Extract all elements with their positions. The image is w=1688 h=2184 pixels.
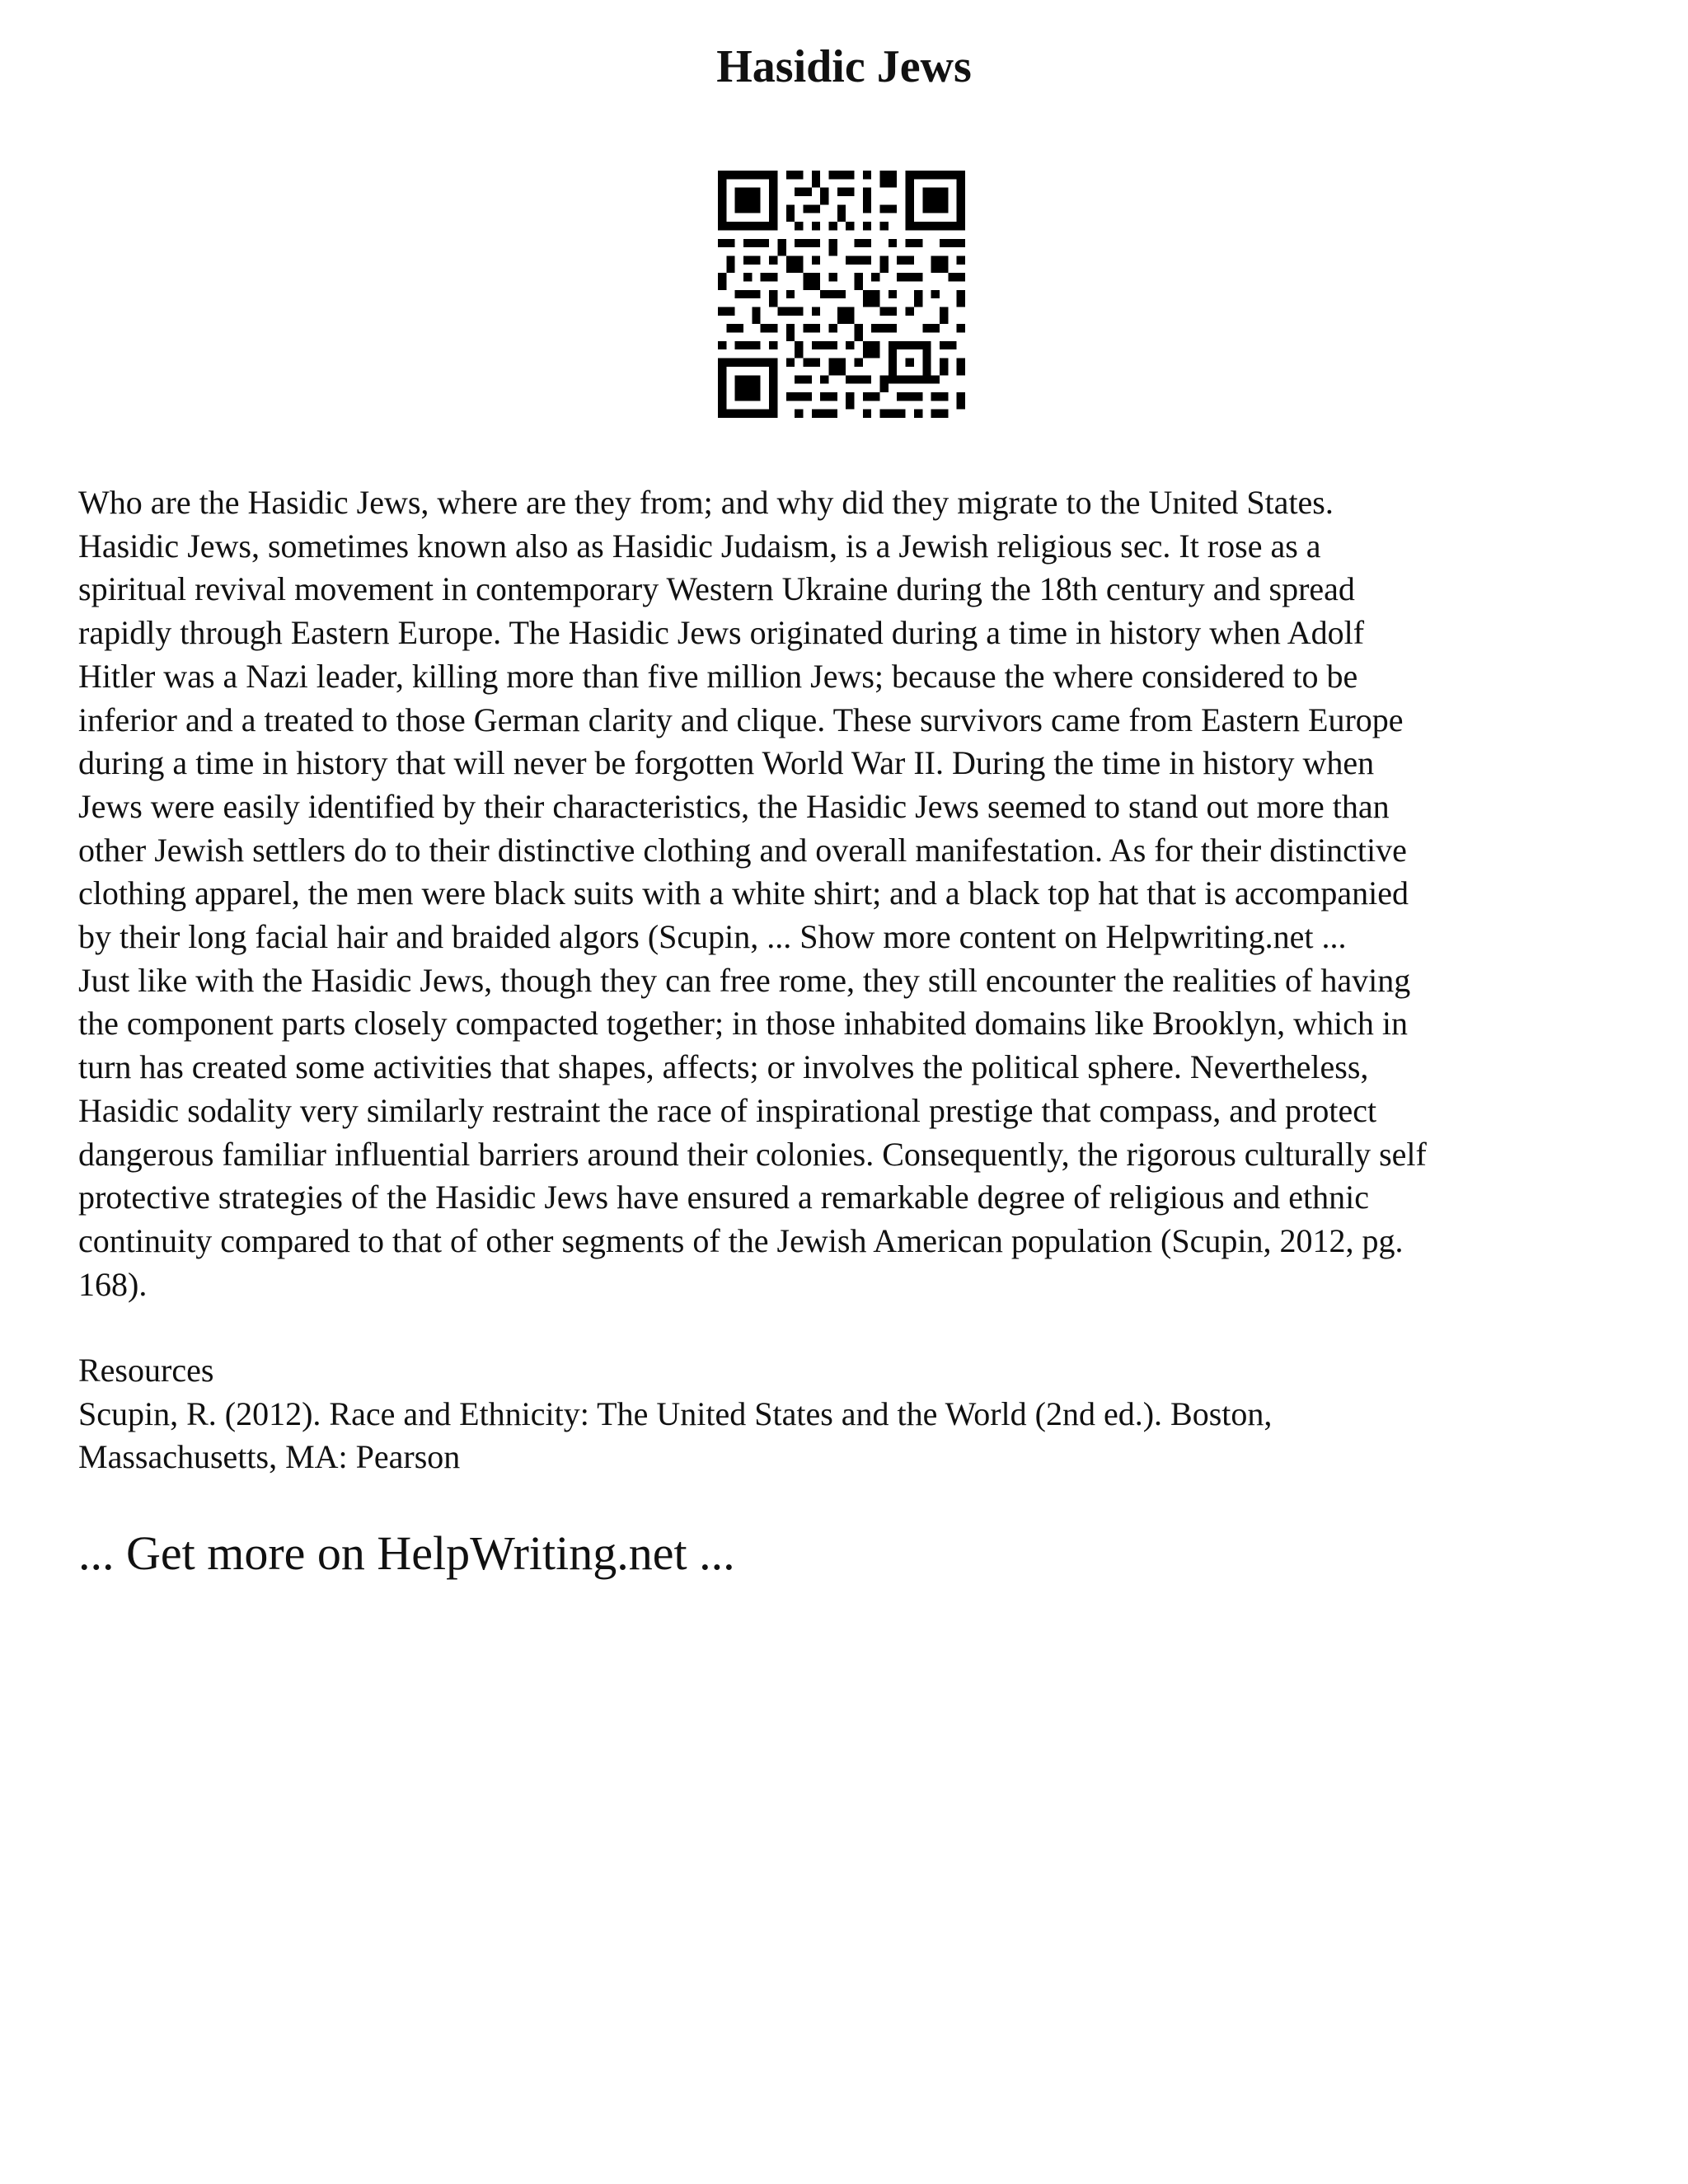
body-line: other Jewish settlers do to their distinctive clothing and overall manifestation. As for their distinctive <box>78 831 1407 869</box>
citation-line: Scupin, R. (2012). Race and Ethnicity: The United States and the World (2nd ed.). Boston, <box>78 1394 1273 1432</box>
body-line: protective strategies of the Hasidic Jews have ensured a remarkable degree of religious and ethnic <box>78 1179 1370 1216</box>
body-line: rapidly through Eastern Europe. The Hasidic Jews originated during a time in history when Adolf <box>78 614 1365 652</box>
resources-heading: Resources <box>78 1352 214 1389</box>
body-line: continuity compared to that of other segments of the Jewish American population (Scupin, 2012, pg. <box>78 1221 1404 1259</box>
page-title: Hasidic Jews <box>716 41 972 92</box>
get-more-link[interactable]: ... Get more on HelpWriting.net ... <box>78 1526 735 1580</box>
body-line: Jews were easily identified by their characteristics, the Hasidic Jews seemed to stand out more than <box>78 787 1390 825</box>
body-line: Hitler was a Nazi leader, killing more than five million Jews; because the where considered to be <box>78 657 1358 695</box>
body-line: by their long facial hair and braided algors (Scupin, ... Show more content on Helpwriting.net ... <box>78 918 1347 956</box>
body-line: dangerous familiar influential barriers around their colonies. Consequently, the rigorous culturally self <box>78 1135 1427 1173</box>
body-line: Hasidic Jews, sometimes known also as Hasidic Judaism, is a Jewish religious sec. It rose as a <box>78 527 1321 565</box>
body-line: Just like with the Hasidic Jews, though they can free rome, they still encounter the realities of having <box>78 961 1411 999</box>
body-line: spiritual revival movement in contemporary Western Ukraine during the 18th century and spread <box>78 570 1355 608</box>
body-line: during a time in history that will never be forgotten World War II. During the time in history when <box>78 744 1375 782</box>
body-line: clothing apparel, the men were black suits with a white shirt; and a black top hat that is accompanied <box>78 874 1409 912</box>
body-line: turn has created some activities that shapes, affects; or involves the political sphere. Nevertheless, <box>78 1048 1369 1086</box>
body-line: inferior and a treated to those German clarity and clique. These survivors came from Eastern Europe <box>78 701 1404 738</box>
body-line: Hasidic sodality very similarly restraint the race of inspirational prestige that compass, and protect <box>78 1091 1377 1129</box>
qr-code-icon <box>718 171 965 418</box>
resources-section <box>78 1349 1628 1479</box>
body-line: 168). <box>78 1265 148 1303</box>
citation-line: Massachusetts, MA: Pearson <box>78 1438 461 1476</box>
body-line: Who are the Hasidic Jews, where are they from; and why did they migrate to the United States. <box>78 484 1334 521</box>
body-line: the component parts closely compacted together; in those inhabited domains like Brooklyn, which in <box>78 1005 1408 1043</box>
article-body <box>78 481 1628 1306</box>
